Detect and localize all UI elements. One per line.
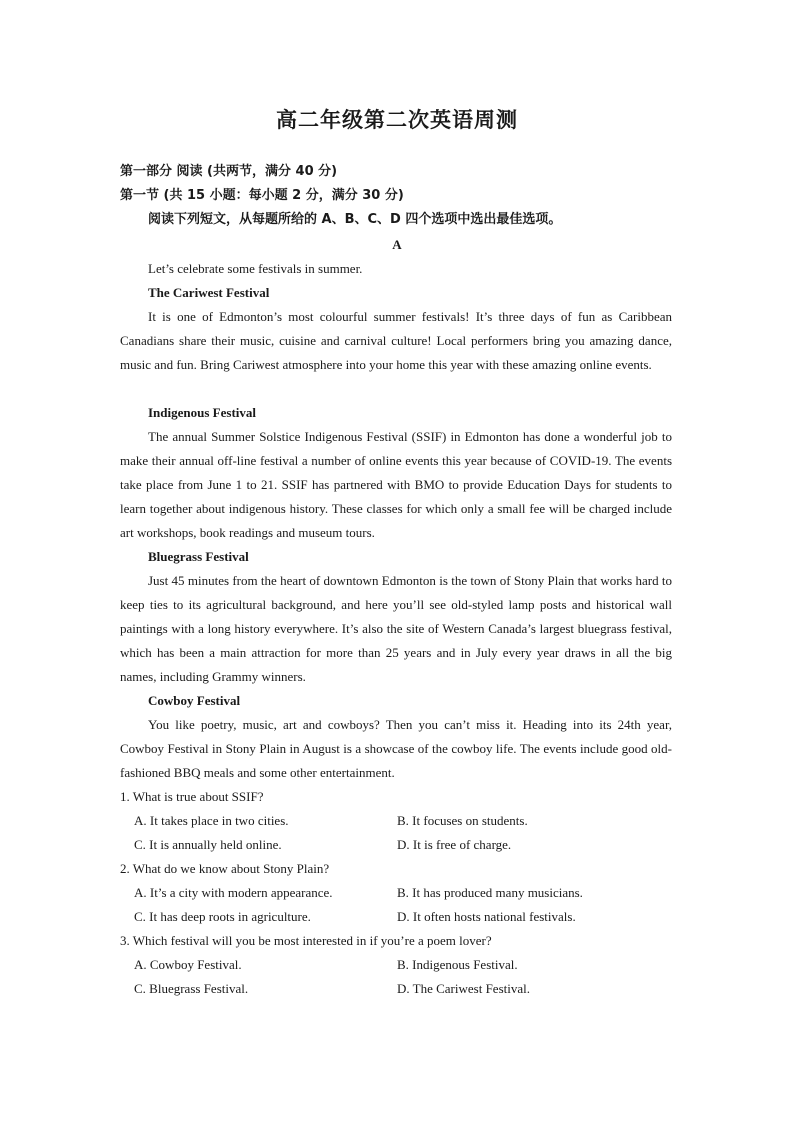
section-heading: 第一节 (共 15 小题：每小题 2 分，满分 30 分): [120, 188, 404, 203]
option-b: B. It has produced many musicians.: [397, 885, 583, 900]
passage-label: A: [392, 237, 402, 252]
option-d: D. It often hosts national festivals.: [397, 909, 576, 924]
instruction: 阅读下列短文，从每题所给的 A、B、C、D 四个选项中选出最佳选项。: [148, 212, 562, 227]
part-heading: 第一部分 阅读 (共两节，满分 40 分): [120, 164, 338, 179]
festival-paragraph: It is one of Edmonton’s most colourful summer festivals! It’s three days of fun as Caribbean Canadians share their music, cuisine and carnival culture! Local performers bring you amazing dance, music and fun. Bring Cariwest atmosphere into your home this year with these amazing online events.: [120, 309, 672, 372]
option-c: C. It has deep roots in agriculture.: [134, 909, 311, 924]
option-c: C. Bluegrass Festival.: [134, 981, 249, 996]
festival-heading: The Cariwest Festival: [148, 285, 270, 300]
festival-paragraph: You like poetry, music, art and cowboys? Then you can’t miss it. Heading into its 24th year, Cowboy Festival in Stony Plain in August is a showcase of the cowboy life. The events include good old-fashioned BBQ meals and some other entertainment.: [120, 717, 672, 780]
festival-paragraph: The annual Summer Solstice Indigenous Festival (SSIF) in Edmonton has done a wonderful job to make their annual off-line festival a number of online events this year because of COVID-19. The events take place from June 1 to 21. SSIF has partnered with BMO to provide Education Days for students to learn together about indigenous history. These classes for which only a small fee will be charged include art workshops, book readings and museum tours.: [120, 429, 672, 540]
option-b: B. Indigenous Festival.: [397, 957, 518, 972]
option-d: D. It is free of charge.: [397, 837, 512, 852]
option-b: B. It focuses on students.: [397, 813, 528, 828]
question-stem: 2. What do we know about Stony Plain?: [120, 861, 330, 876]
page-title: 高二年级第二次英语周测: [276, 107, 518, 132]
option-d: D. The Cariwest Festival.: [397, 981, 530, 996]
question-stem: 1. What is true about SSIF?: [120, 789, 264, 804]
option-a: A. Cowboy Festival.: [134, 957, 242, 972]
option-c: C. It is annually held online.: [134, 837, 282, 852]
festival-heading: Cowboy Festival: [148, 693, 241, 708]
passage-intro: Let’s celebrate some festivals in summer.: [148, 261, 363, 276]
festival-heading: Bluegrass Festival: [148, 549, 249, 564]
festival-heading: Indigenous Festival: [148, 405, 256, 420]
festival-paragraph: Just 45 minutes from the heart of downtown Edmonton is the town of Stony Plain that works hard to keep ties to its agricultural background, and here you’ll see old-styled lamp posts and historical wall paintings with a long history everywhere. It’s also the site of Western Canada’s largest bluegrass festival, which has been a main attraction for more than 25 years and in July every year draws in all the big names, including Grammy winners.: [120, 573, 672, 684]
option-a: A. It’s a city with modern appearance.: [134, 885, 333, 900]
option-a: A. It takes place in two cities.: [134, 813, 289, 828]
question-stem: 3. Which festival will you be most interested in if you’re a poem lover?: [120, 933, 492, 948]
